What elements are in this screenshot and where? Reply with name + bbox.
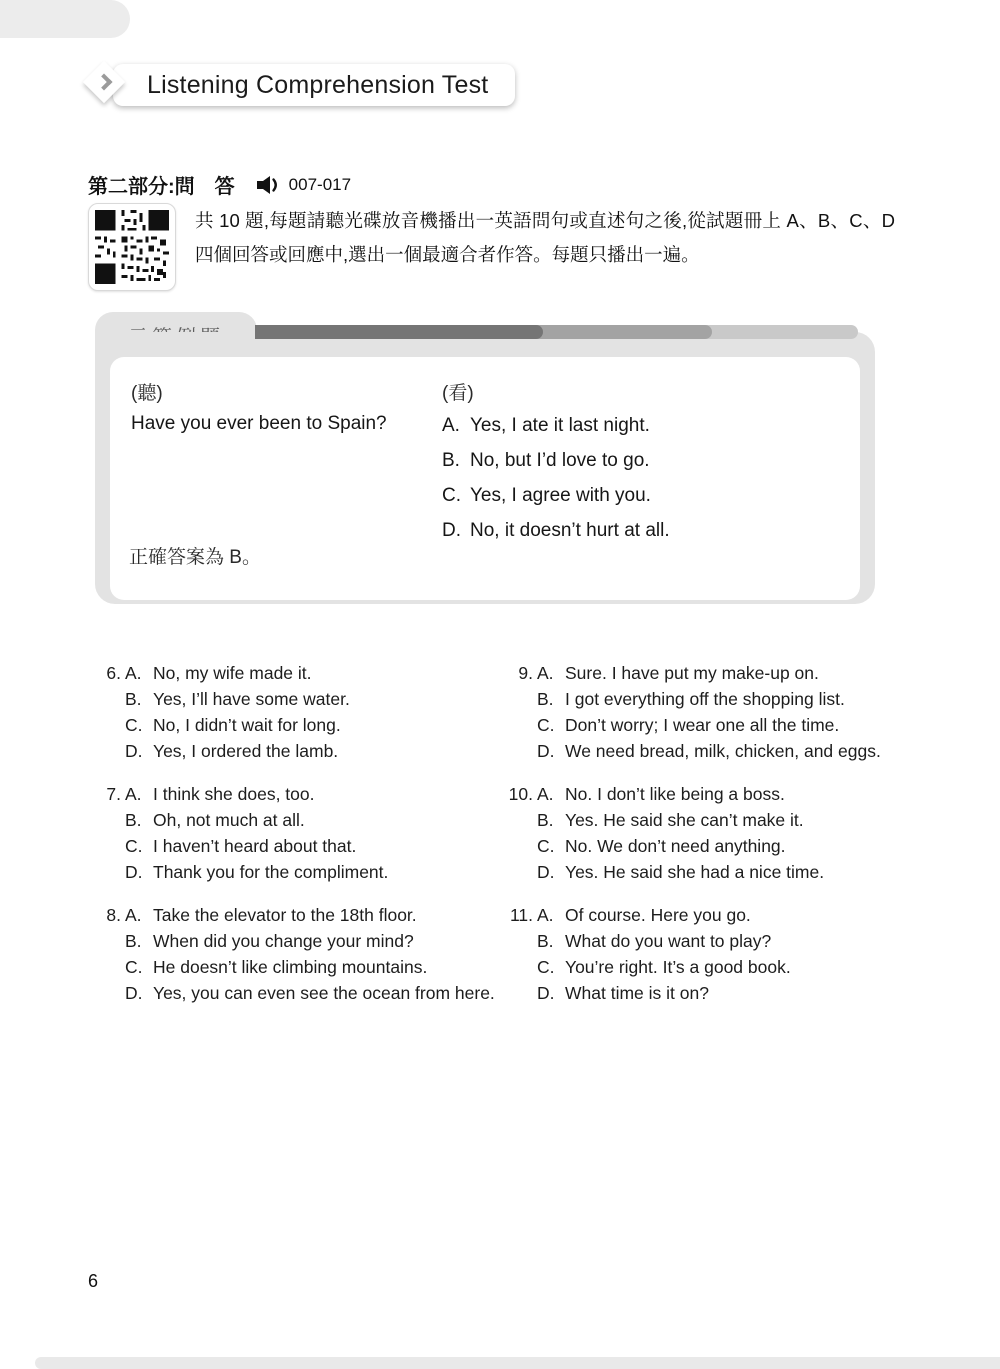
question-item [505, 781, 891, 885]
option-label: D. [125, 983, 143, 1003]
answer-option [537, 928, 891, 954]
option-label: A. [537, 784, 554, 804]
option-label: C. [537, 715, 555, 735]
option-text: No, my wife made it. [153, 663, 312, 683]
option-text: Oh, not much at all. [153, 810, 305, 830]
header-accent-band [0, 0, 130, 38]
option-label: A. [537, 663, 554, 683]
option-text: When did you change your mind? [153, 931, 414, 951]
option-text: He doesn’t like climbing mountains. [153, 957, 428, 977]
page-number: 6 [88, 1271, 99, 1291]
option-label: B. [537, 810, 554, 830]
option-text: Yes, I ordered the lamb. [153, 741, 339, 761]
question-item [505, 660, 891, 764]
example-question: Have you ever been to Spain? [131, 413, 387, 434]
option-label: B. [442, 450, 460, 471]
example-option [442, 408, 842, 443]
option-text: Sure. I have put my make-up on. [565, 663, 819, 683]
option-label: B. [537, 931, 554, 951]
answer-option [125, 660, 495, 686]
example-answer-note: 正確答案為 B。 [129, 547, 261, 568]
decor-bar-dark [255, 325, 543, 339]
question-item [93, 781, 495, 885]
question-item [93, 902, 495, 1006]
option-label: B. [537, 689, 554, 709]
questions-column-left [93, 660, 495, 1023]
option-text: What do you want to play? [565, 931, 772, 951]
part-title: 第二部分:問 答 [88, 176, 235, 198]
option-text: Yes, I’ll have some water. [153, 689, 350, 709]
option-text: What time is it on? [565, 983, 709, 1003]
decor-bar-mid [530, 325, 712, 339]
option-label: B. [125, 810, 142, 830]
qr-code [88, 203, 176, 291]
question-number: 6. [106, 663, 121, 683]
answer-option [537, 781, 891, 807]
answer-option [125, 712, 495, 738]
option-text: Of course. Here you go. [565, 905, 751, 925]
question-number: 8. [106, 905, 121, 925]
answer-option [125, 902, 495, 928]
option-text: Yes. He said she had a nice time. [565, 862, 825, 882]
answer-option [125, 781, 495, 807]
answer-option [537, 833, 891, 859]
option-text: No, but I’d love to go. [470, 450, 650, 471]
answer-option [125, 954, 495, 980]
answer-option [125, 807, 495, 833]
option-label: C. [125, 715, 143, 735]
answer-option [537, 738, 891, 764]
example-option [442, 478, 842, 513]
option-label: C. [442, 485, 461, 506]
option-text: Yes, you can even see the ocean from here. [153, 983, 495, 1003]
answer-option [125, 686, 495, 712]
answer-option [537, 859, 891, 885]
option-text: No, I didn’t wait for long. [153, 715, 341, 735]
option-label: A. [442, 415, 460, 436]
option-text: Thank you for the compliment. [153, 862, 389, 882]
option-text: Yes, I agree with you. [470, 485, 651, 506]
chevron-right-icon [96, 74, 113, 91]
answer-option [125, 738, 495, 764]
example-option [442, 443, 842, 478]
part-heading [88, 170, 351, 199]
question-number: 10. [508, 784, 533, 804]
option-text: You’re right. It’s a good book. [565, 957, 791, 977]
questions-column-right [505, 660, 891, 1023]
option-label: C. [125, 957, 143, 977]
option-text: No, it doesn’t hurt at all. [470, 520, 670, 541]
question-number: 11. [509, 905, 533, 925]
option-label: C. [537, 957, 555, 977]
option-text: Yes, I ate it last night. [470, 415, 650, 436]
audio-track-number: 007-017 [288, 174, 352, 194]
answer-option [125, 980, 495, 1006]
answer-option [537, 980, 891, 1006]
option-text: Take the elevator to the 18th floor. [153, 905, 417, 925]
option-label: D. [442, 520, 461, 541]
option-text: I got everything off the shopping list. [565, 689, 845, 709]
speaker-icon [257, 175, 281, 195]
answer-option [537, 712, 891, 738]
part-instructions: 共 10 題,每題請聽光碟放音機播出一英語問句或直述句之後,從試題冊上 A、B、C、D 四個回答或回應中,選出一個最適合者作答。每題只播出一遍。 [195, 210, 895, 265]
answer-option [537, 660, 891, 686]
option-label: D. [125, 862, 143, 882]
listen-label: (聽) [131, 383, 163, 404]
option-label: C. [125, 836, 143, 856]
example-options [442, 408, 842, 548]
answer-option [537, 954, 891, 980]
answer-option [537, 686, 891, 712]
option-label: B. [125, 931, 142, 951]
example-option [442, 513, 842, 548]
question-number: 9. [518, 663, 533, 683]
option-text: No. I don’t like being a boss. [565, 784, 785, 804]
footer-accent-band [35, 1357, 1000, 1369]
option-label: D. [537, 983, 555, 1003]
answer-option [537, 902, 891, 928]
option-label: D. [125, 741, 143, 761]
option-text: I think she does, too. [153, 784, 315, 804]
option-label: D. [537, 741, 555, 761]
option-text: I haven’t heard about that. [153, 836, 357, 856]
option-label: B. [125, 689, 142, 709]
decor-bar-light [700, 325, 858, 339]
option-label: A. [125, 905, 142, 925]
option-label: A. [125, 784, 142, 804]
option-label: A. [125, 663, 142, 683]
answer-option [125, 833, 495, 859]
page-title: Listening Comprehension Test [147, 70, 489, 99]
answer-option [125, 928, 495, 954]
section-title-box [113, 64, 515, 106]
option-label: A. [537, 905, 554, 925]
question-item [93, 660, 495, 764]
look-label: (看) [442, 383, 474, 404]
option-label: C. [537, 836, 555, 856]
answer-option [537, 807, 891, 833]
option-label: D. [537, 862, 555, 882]
question-item [505, 902, 891, 1006]
option-text: Don’t worry; I wear one all the time. [565, 715, 840, 735]
answer-option [125, 859, 495, 885]
option-text: We need bread, milk, chicken, and eggs. [565, 741, 881, 761]
option-text: Yes. He said she can’t make it. [565, 810, 804, 830]
question-number: 7. [106, 784, 121, 804]
option-text: No. We don’t need anything. [565, 836, 786, 856]
